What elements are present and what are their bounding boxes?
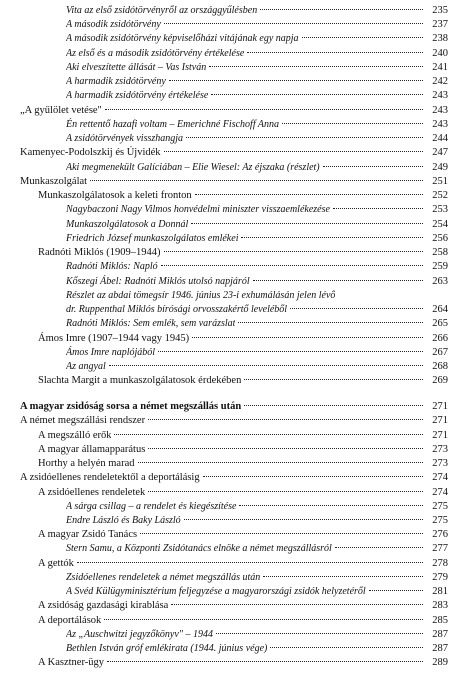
toc-entry[interactable] bbox=[66, 75, 448, 89]
toc-entry-page: 254 bbox=[432, 219, 448, 230]
toc-entry-page: 238 bbox=[432, 33, 448, 44]
toc-leader-dots bbox=[216, 633, 423, 634]
toc-entry-title: Munkaszolgálat bbox=[20, 176, 88, 187]
toc-entry-title: A második zsidótörvény képviselőházi vitájának egy napja bbox=[66, 33, 299, 44]
toc-entry[interactable] bbox=[66, 571, 448, 585]
toc-entry-title: Ámos Imre naplójából bbox=[66, 347, 156, 358]
toc-entry[interactable] bbox=[66, 132, 448, 146]
toc-entry-page: 278 bbox=[432, 558, 448, 569]
toc-entry-page: 251 bbox=[432, 176, 448, 187]
toc-entry-title: dr. Ruppenthal Miklós bírósági orvosszakértő leveléből bbox=[66, 304, 288, 315]
toc-entry[interactable] bbox=[20, 471, 448, 485]
toc-entry-title: A második zsidótörvény bbox=[66, 19, 161, 30]
toc-leader-dots bbox=[244, 405, 423, 406]
toc-entry-page: 273 bbox=[432, 444, 448, 455]
toc-entry[interactable] bbox=[38, 443, 448, 457]
toc-leader-dots bbox=[148, 491, 423, 492]
toc-leader-dots bbox=[263, 576, 423, 577]
toc-entry-page: 237 bbox=[432, 19, 448, 30]
toc-entry[interactable] bbox=[66, 585, 448, 599]
toc-entry-page: 263 bbox=[432, 276, 448, 287]
toc-entry-page: 285 bbox=[432, 615, 448, 626]
toc-entry-page: 243 bbox=[432, 105, 448, 116]
toc-entry-page: 274 bbox=[432, 472, 448, 483]
toc-entry-title: Kőszegi Ábel: Radnóti Miklós utolsó napjáról bbox=[66, 276, 250, 287]
toc-entry[interactable] bbox=[38, 429, 448, 443]
toc-entry-page: 241 bbox=[432, 62, 448, 73]
toc-entry[interactable] bbox=[66, 317, 448, 331]
toc-entry[interactable] bbox=[38, 246, 448, 260]
toc-leader-dots bbox=[114, 434, 423, 435]
toc-leader-dots bbox=[253, 280, 423, 281]
toc-entry[interactable] bbox=[66, 260, 448, 274]
toc-entry[interactable] bbox=[66, 289, 448, 303]
toc-entry[interactable] bbox=[66, 118, 448, 132]
toc-leader-dots bbox=[247, 52, 423, 53]
toc-entry-title: A magyar államapparátus bbox=[38, 444, 146, 455]
toc-leader-dots bbox=[195, 194, 423, 195]
toc-leader-dots bbox=[109, 365, 423, 366]
toc-entry-title: Endre László és Baky László bbox=[66, 515, 181, 526]
toc-entry-title: Horthy a helyén marad bbox=[38, 458, 135, 469]
toc-entry[interactable] bbox=[20, 175, 448, 189]
toc-entry-title: A megszálló erők bbox=[38, 430, 112, 441]
toc-entry-page: 264 bbox=[432, 304, 448, 315]
toc-leader-dots bbox=[161, 265, 423, 266]
toc-leader-dots bbox=[211, 94, 423, 95]
toc-entry-title: Radnóti Miklós (1909–1944) bbox=[38, 247, 161, 258]
toc-leader-dots bbox=[158, 351, 423, 352]
toc-leader-dots bbox=[107, 661, 423, 662]
toc-leader-dots bbox=[169, 80, 423, 81]
toc-entry-title: Ámos Imre (1907–1944 vagy 1945) bbox=[38, 333, 190, 344]
toc-entry[interactable] bbox=[66, 628, 448, 642]
toc-entry-page: 242 bbox=[432, 76, 448, 87]
toc-leader-dots bbox=[323, 166, 423, 167]
toc-entry[interactable] bbox=[66, 232, 448, 246]
toc-leader-dots bbox=[335, 547, 423, 548]
toc-entry[interactable] bbox=[38, 557, 448, 571]
toc-entry[interactable] bbox=[66, 32, 448, 46]
toc-entry-page: 249 bbox=[432, 162, 448, 173]
toc-entry-page: 267 bbox=[432, 347, 448, 358]
toc-entry-page: 259 bbox=[432, 261, 448, 272]
toc-entry[interactable] bbox=[66, 303, 448, 317]
toc-leader-dots bbox=[164, 23, 423, 24]
toc-entry-title: Bethlen István gróf emlékirata (1944. június vége) bbox=[66, 643, 268, 654]
toc-entry-title: A harmadik zsidótörvény bbox=[66, 76, 166, 87]
toc-entry-page: 268 bbox=[432, 361, 448, 372]
toc-leader-dots bbox=[270, 647, 423, 648]
toc-entry[interactable] bbox=[66, 61, 448, 75]
toc-entry-title: Vita az első zsidótörvényről az országgyűlésben bbox=[66, 5, 258, 16]
toc-entry-title: Radnóti Miklós: Napló bbox=[66, 261, 158, 272]
toc-entry-title: Zsidóellenes rendeletek a német megszállás után bbox=[66, 572, 261, 583]
toc-entry-page: 253 bbox=[432, 204, 448, 215]
toc-entry-page: 273 bbox=[432, 458, 448, 469]
toc-entry-title: Részlet az abdai tömegsír 1946. június 23-i exhumálásán jelen lévő bbox=[66, 290, 336, 301]
toc-entry[interactable] bbox=[66, 360, 448, 374]
toc-entry-title: Az angyal bbox=[66, 361, 106, 372]
toc-leader-dots bbox=[369, 590, 423, 591]
toc-entry[interactable] bbox=[66, 161, 448, 175]
toc-entry-title: Aki elveszítette állását – Vas István bbox=[66, 62, 207, 73]
toc-entry-title: A zsidóellenes rendeletek bbox=[38, 487, 146, 498]
toc-leader-dots bbox=[239, 505, 423, 506]
toc-entry-title: „A gyűlölet vetése" bbox=[20, 105, 102, 116]
toc-entry-title: Aki megmenekült Galíciában – Elie Wiesel: Az éjszaka (részlet) bbox=[66, 162, 320, 173]
toc-entry-title: A zsidóellenes rendeletektől a deportálásig bbox=[20, 472, 200, 483]
toc-entry[interactable] bbox=[66, 275, 448, 289]
toc-leader-dots bbox=[238, 322, 423, 323]
toc-entry-page: 240 bbox=[432, 48, 448, 59]
toc-entry[interactable] bbox=[66, 346, 448, 360]
toc-entry[interactable] bbox=[20, 400, 448, 414]
toc-entry[interactable] bbox=[66, 218, 448, 232]
toc-entry-title: A zsidótörvények visszhangja bbox=[66, 133, 184, 144]
toc-entry[interactable] bbox=[38, 656, 448, 670]
toc-leader-dots bbox=[186, 137, 423, 138]
toc-entry-page: 271 bbox=[432, 401, 448, 412]
toc-entry[interactable] bbox=[66, 514, 448, 528]
toc-entry[interactable] bbox=[38, 374, 448, 388]
toc-entry-page: 276 bbox=[432, 529, 448, 540]
toc-entry-page: 277 bbox=[432, 543, 448, 554]
toc-leader-dots bbox=[302, 37, 423, 38]
toc-leader-dots bbox=[138, 462, 423, 463]
toc-leader-dots bbox=[184, 519, 423, 520]
toc-entry[interactable] bbox=[66, 4, 448, 18]
toc-entry-title: Az első és a második zsidótörvény értékelése bbox=[66, 48, 245, 59]
toc-entry[interactable] bbox=[38, 332, 448, 346]
toc-entry[interactable] bbox=[66, 18, 448, 32]
toc-leader-dots bbox=[209, 66, 423, 67]
toc-entry-page: 279 bbox=[432, 572, 448, 583]
toc-entry-page: 275 bbox=[432, 501, 448, 512]
toc-entry-page: 275 bbox=[432, 515, 448, 526]
toc-entry[interactable] bbox=[66, 500, 448, 514]
toc-entry-title: Slachta Margit a munkaszolgálatosok érdekében bbox=[38, 375, 242, 386]
toc-leader-dots bbox=[148, 419, 423, 420]
toc-entry[interactable] bbox=[66, 89, 448, 103]
toc-leader-dots bbox=[148, 448, 423, 449]
toc-leader-dots bbox=[171, 604, 423, 605]
toc-leader-dots bbox=[290, 308, 423, 309]
toc-entry-title: A harmadik zsidótörvény értékelése bbox=[66, 90, 209, 101]
toc-entry-title: Stern Samu, a Központi Zsidótanács elnöke a német megszállásról bbox=[66, 543, 332, 554]
toc-entry-page: 252 bbox=[432, 190, 448, 201]
toc-entry-page: 281 bbox=[432, 586, 448, 597]
toc-entry[interactable] bbox=[38, 457, 448, 471]
toc-entry-title: A sárga csillag – a rendelet és kiegészítése bbox=[66, 501, 237, 512]
toc-leader-dots bbox=[192, 337, 423, 338]
toc-leader-dots bbox=[105, 109, 423, 110]
toc-leader-dots bbox=[282, 123, 423, 124]
toc-entry-page: 243 bbox=[432, 90, 448, 101]
toc-leader-dots bbox=[203, 476, 423, 477]
toc-entry[interactable] bbox=[66, 542, 448, 556]
toc-entry[interactable] bbox=[38, 189, 448, 203]
toc-entry[interactable] bbox=[20, 146, 448, 160]
toc-entry-title: Kamenyec-Podolszkij és Újvidék bbox=[20, 147, 161, 158]
toc-entry-page: 269 bbox=[432, 375, 448, 386]
toc-entry-title: A gettók bbox=[38, 558, 74, 569]
toc-leader-dots bbox=[244, 379, 423, 380]
toc-leader-dots bbox=[104, 619, 423, 620]
toc-entry-page: 266 bbox=[432, 333, 448, 344]
toc-entry-title: Friedrich József munkaszolgálatos emlékei bbox=[66, 233, 239, 244]
toc-entry-page: 287 bbox=[432, 629, 448, 640]
toc-leader-dots bbox=[333, 208, 423, 209]
toc-entry-page: 256 bbox=[432, 233, 448, 244]
toc-entry-page: 271 bbox=[432, 430, 448, 441]
toc-entry[interactable] bbox=[38, 614, 448, 628]
toc-entry-title: Nagybaczoni Nagy Vilmos honvédelmi miniszter visszaemlékezése bbox=[66, 204, 330, 215]
toc-entry-page: 247 bbox=[432, 147, 448, 158]
toc-leader-dots bbox=[140, 533, 423, 534]
toc-entry-page: 274 bbox=[432, 487, 448, 498]
toc-leader-dots bbox=[164, 151, 423, 152]
toc-entry-title: A magyar zsidóság sorsa a német megszállás után bbox=[20, 401, 242, 412]
toc-entry-page: 271 bbox=[432, 415, 448, 426]
toc-entry-title: A Kasztner-ügy bbox=[38, 657, 104, 668]
toc-entry-title: A zsidóság gazdasági kirablása bbox=[38, 600, 169, 611]
toc-entry-page: 244 bbox=[432, 133, 448, 144]
toc-entry[interactable] bbox=[38, 528, 448, 542]
toc-entry[interactable] bbox=[66, 203, 448, 217]
toc-leader-dots bbox=[90, 180, 423, 181]
toc-entry-page: 289 bbox=[432, 657, 448, 668]
toc-entry-title: A Svéd Külügyminisztérium feljegyzése a magyarországi zsidók helyzetéről bbox=[66, 586, 366, 597]
toc-entry-page: 235 bbox=[432, 5, 448, 16]
toc-entry-title: Én rettentő hazafi voltam – Emerichné Fischoff Anna bbox=[66, 119, 280, 130]
toc-entry[interactable] bbox=[66, 47, 448, 61]
toc-entry-title: A német megszállási rendszer bbox=[20, 415, 146, 426]
toc-entry-page: 283 bbox=[432, 600, 448, 611]
toc-entry-title: Munkaszolgálatosok a Donnál bbox=[66, 219, 189, 230]
toc-entry-page: 265 bbox=[432, 318, 448, 329]
toc-entry-title: Munkaszolgálatosok a keleti fronton bbox=[38, 190, 192, 201]
toc-entry-title: Az „Auschwitzi jegyzőkönyv" – 1944 bbox=[66, 629, 213, 640]
toc-entry-page: 287 bbox=[432, 643, 448, 654]
toc-entry-title: A magyar Zsidó Tanács bbox=[38, 529, 138, 540]
toc-entry-title: A deportálások bbox=[38, 615, 102, 626]
toc-entry[interactable] bbox=[38, 599, 448, 613]
toc-entry[interactable] bbox=[38, 486, 448, 500]
toc-entry-page: 243 bbox=[432, 119, 448, 130]
toc-entry[interactable] bbox=[20, 104, 448, 118]
toc-leader-dots bbox=[260, 9, 423, 10]
toc-entry[interactable] bbox=[20, 414, 448, 428]
toc-entry-title: Radnóti Miklós: Sem emlék, sem varázslat bbox=[66, 318, 236, 329]
toc-entry-page: 258 bbox=[432, 247, 448, 258]
toc-leader-dots bbox=[77, 562, 423, 563]
toc-entry[interactable] bbox=[66, 642, 448, 656]
toc-leader-dots bbox=[241, 237, 423, 238]
toc-leader-dots bbox=[191, 223, 423, 224]
toc-leader-dots bbox=[164, 251, 424, 252]
